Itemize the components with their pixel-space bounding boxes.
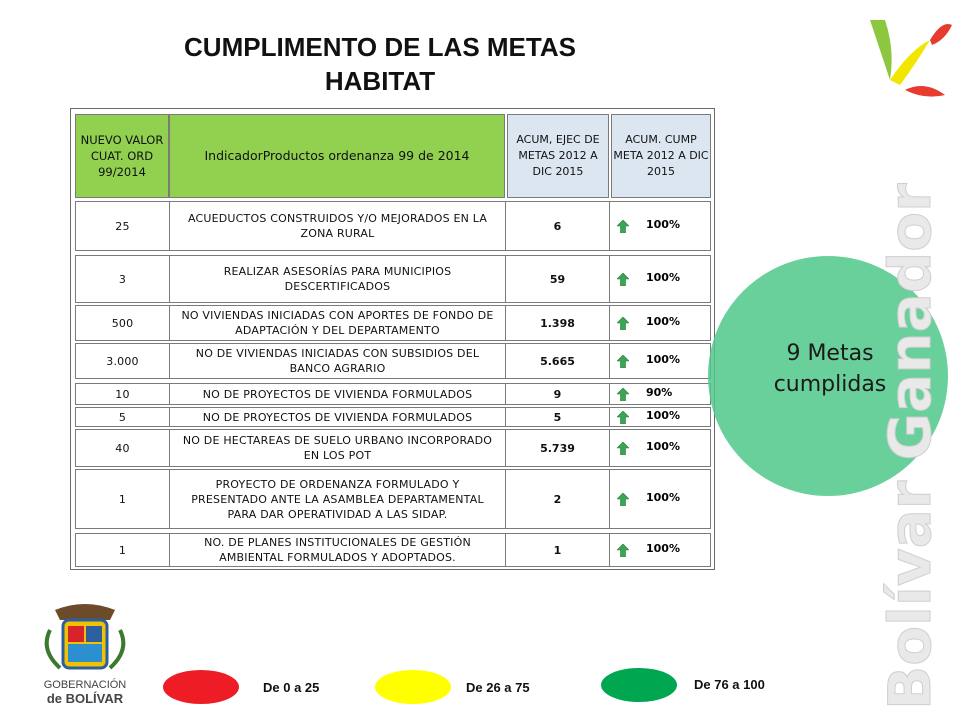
legend-label-yellow: De 26 a 75 bbox=[466, 680, 530, 695]
table-row bbox=[75, 533, 711, 567]
cell-meta: 1 bbox=[76, 470, 170, 528]
legend-swatch-red bbox=[163, 670, 239, 704]
up-arrow-icon bbox=[617, 220, 629, 233]
header-indicador: IndicadorProductos ordenanza 99 de 2014 bbox=[169, 114, 505, 198]
legend-swatch-yellow bbox=[375, 670, 451, 704]
cell-meta: 500 bbox=[76, 306, 170, 340]
header-acum-cump: ACUM. CUMP META 2012 A DIC 2015 bbox=[611, 114, 711, 198]
up-arrow-icon bbox=[617, 355, 629, 368]
cell-indicador: NO DE VIVIENDAS INICIADAS CON SUBSIDIOS DEL BANCO AGRARIO bbox=[170, 344, 506, 378]
cell-indicador: NO DE PROYECTOS DE VIVIENDA FORMULADOS bbox=[170, 384, 506, 404]
cell-acum-ejec: 5.665 bbox=[506, 344, 610, 378]
summary-text: 9 Metas cumplidas bbox=[773, 341, 887, 397]
table-row bbox=[75, 383, 711, 405]
cell-acum-cump: 100% bbox=[646, 218, 680, 231]
cell-acum-ejec: 1 bbox=[506, 534, 610, 566]
up-arrow-icon bbox=[617, 317, 629, 330]
legend-label-green: De 76 a 100 bbox=[694, 677, 765, 692]
up-arrow-icon bbox=[617, 442, 629, 455]
cell-meta: 3 bbox=[76, 256, 170, 302]
gobernacion-logo bbox=[30, 600, 140, 710]
up-arrow-icon bbox=[617, 273, 629, 286]
cell-indicador: ACUEDUCTOS CONSTRUIDOS Y/O MEJORADOS EN LA ZONA RURAL bbox=[170, 202, 506, 250]
table-row bbox=[75, 201, 711, 251]
cell-acum-cump: 100% bbox=[646, 542, 680, 555]
decorative-leaves-icon bbox=[860, 10, 955, 110]
cell-indicador: NO. DE PLANES INSTITUCIONALES DE GESTIÓN AMBIENTAL FORMULADOS Y ADOPTADOS. bbox=[170, 534, 506, 566]
cell-acum-cump: 100% bbox=[646, 315, 680, 328]
legend-swatch-green bbox=[601, 668, 677, 702]
cell-indicador: REALIZAR ASESORÍAS PARA MUNICIPIOS DESCERTIFICADOS bbox=[170, 256, 506, 302]
legend-label-red: De 0 a 25 bbox=[263, 680, 320, 695]
cell-acum-cump: 100% bbox=[646, 491, 680, 504]
page-title bbox=[100, 30, 660, 98]
cell-acum-ejec: 9 bbox=[506, 384, 610, 404]
up-arrow-icon bbox=[617, 411, 629, 424]
cell-indicador: NO DE PROYECTOS DE VIVIENDA FORMULADOS bbox=[170, 408, 506, 426]
cell-meta: 5 bbox=[76, 408, 170, 426]
table-row bbox=[75, 429, 711, 467]
cell-acum-cump: 90% bbox=[646, 386, 673, 399]
logo-text-line1: GOBERNACIÓN bbox=[43, 679, 127, 691]
cell-acum-ejec: 2 bbox=[506, 470, 610, 528]
table-row bbox=[75, 407, 711, 427]
up-arrow-icon bbox=[617, 493, 629, 506]
table-row bbox=[75, 255, 711, 303]
cell-acum-ejec: 5.739 bbox=[506, 430, 610, 466]
table-row bbox=[75, 305, 711, 341]
cell-acum-ejec: 1.398 bbox=[506, 306, 610, 340]
cell-indicador: NO VIVIENDAS INICIADAS CON APORTES DE FONDO DE ADAPTACIÓN Y DEL DEPARTAMENTO bbox=[170, 306, 506, 340]
table-row bbox=[75, 469, 711, 529]
cell-acum-cump: 100% bbox=[646, 271, 680, 284]
cell-meta: 25 bbox=[76, 202, 170, 250]
cell-acum-cump: 100% bbox=[646, 440, 680, 453]
cell-meta: 1 bbox=[76, 534, 170, 566]
cell-indicador: PROYECTO DE ORDENANZA FORMULADO Y PRESENTADO ANTE LA ASAMBLEA DEPARTAMENTAL PARA DAR OPERATIVIDAD A LAS SIDAP. bbox=[170, 470, 506, 528]
title-line-2: HABITAT bbox=[324, 66, 436, 96]
svg-text:Bolívar Ganador: Bolívar Ganador bbox=[876, 183, 944, 710]
logo-text-line2: de BOLÍVAR bbox=[46, 691, 124, 706]
title-line-1: CUMPLIMENTO DE LAS METAS bbox=[184, 32, 576, 62]
metas-table bbox=[70, 108, 715, 570]
cell-acum-cump: 100% bbox=[646, 409, 680, 422]
cell-acum-cump: 100% bbox=[646, 353, 680, 366]
cell-acum-ejec: 59 bbox=[506, 256, 610, 302]
header-acum-ejec: ACUM, EJEC DE METAS 2012 A DIC 2015 bbox=[507, 114, 609, 198]
table-row bbox=[75, 343, 711, 379]
cell-acum-ejec: 5 bbox=[506, 408, 610, 426]
header-nuevo-valor: NUEVO VALOR CUAT. ORD 99/2014 bbox=[75, 114, 169, 198]
up-arrow-icon bbox=[617, 544, 629, 557]
cell-meta: 3.000 bbox=[76, 344, 170, 378]
cell-meta: 10 bbox=[76, 384, 170, 404]
cell-acum-ejec: 6 bbox=[506, 202, 610, 250]
cell-indicador: NO DE HECTAREAS DE SUELO URBANO INCORPORADO EN LOS POT bbox=[170, 430, 506, 466]
slogan-text bbox=[876, 183, 944, 710]
brand-slogan-graphic bbox=[870, 140, 950, 720]
cell-meta: 40 bbox=[76, 430, 170, 466]
up-arrow-icon bbox=[617, 388, 629, 401]
